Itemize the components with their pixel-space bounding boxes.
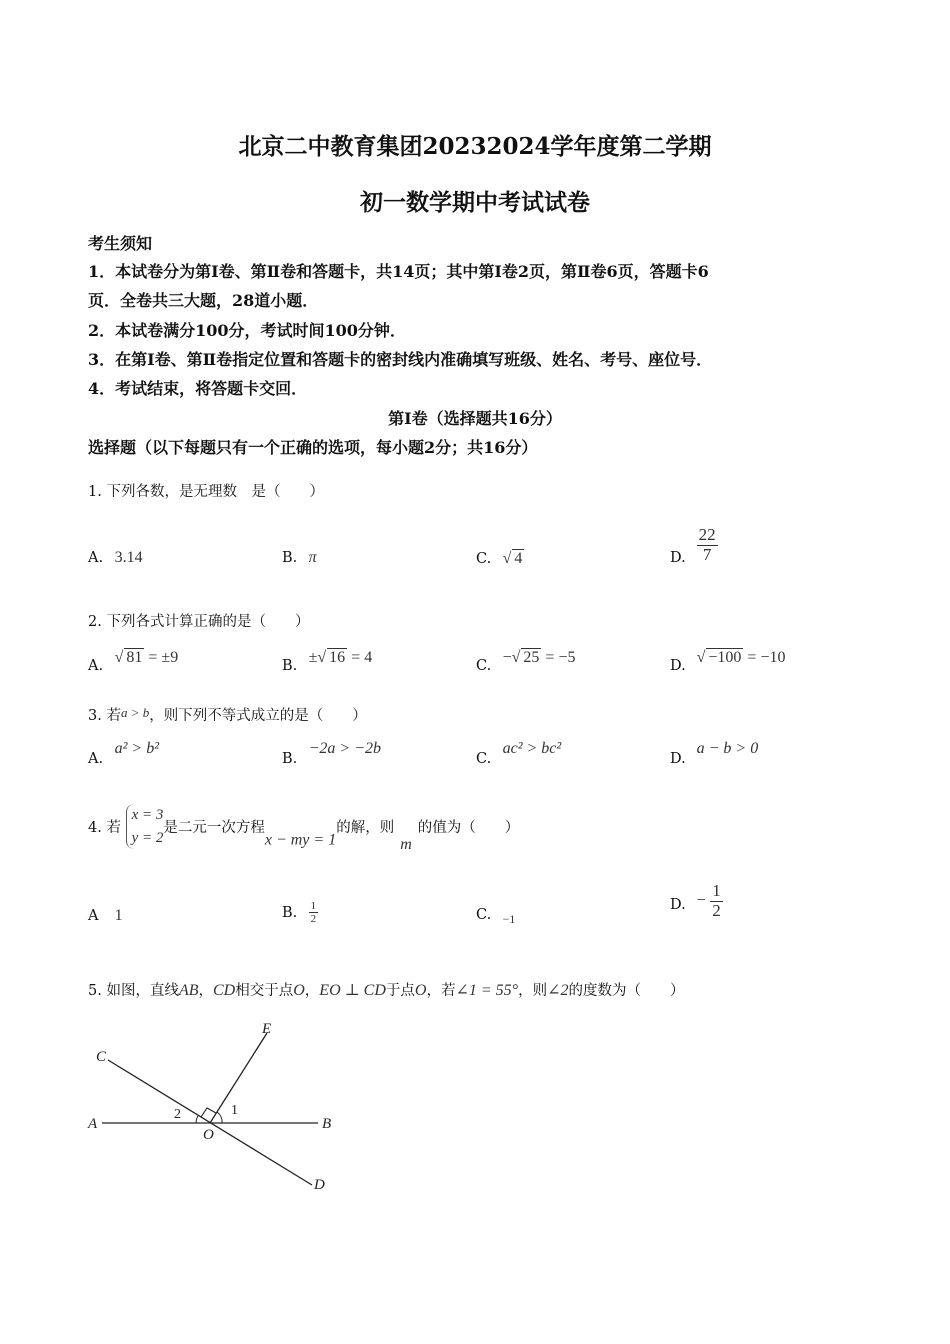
label-angle-1: 1 (231, 1103, 238, 1118)
exam-title-line1: 北京二中教育集团20232024学年度第二学期 (238, 133, 712, 160)
notice-item-4: 4．考试结束，将答题卡交回． (88, 379, 308, 398)
label-c: C (96, 1049, 107, 1065)
label-a: A (88, 1116, 98, 1132)
ray-oe (210, 1033, 267, 1123)
q3-stem: 3. 若a > b，则下列不等式成立的是（ ） (88, 705, 367, 724)
q4-stem: 4. 若 x = 3 y = 2是二元一次方程x − my = 1的解，则m的值为（ ） (88, 804, 519, 854)
q1-option-b: B. π (282, 549, 317, 566)
q2-option-c: C. −√ 25 = −5 (476, 649, 576, 674)
notice-item-1a: 1．本试卷分为第Ⅰ卷、第Ⅱ卷和答题卡，共14页；其中第Ⅰ卷2页，第Ⅱ卷6页，答题卡6 (88, 262, 709, 281)
q3-option-b: B. −2a > −2b (282, 740, 381, 767)
geometry-figure (80, 1015, 360, 1205)
equation-system: x = 3 y = 2 (126, 804, 164, 849)
q4-option-a: A 1 (88, 907, 123, 924)
q1-option-d: D. $\frac{22}{7}$ (670, 524, 716, 566)
q2-stem: 2. 下列各式计算正确的是（ ） (88, 614, 310, 630)
q5-stem: 5. 如图，直线AB，CD相交于点O，EO ⊥ CD于点O，若∠1 = 55°，则∠2的度数为（ ） (88, 982, 685, 999)
angle-1-arc (217, 1112, 222, 1123)
notice-item-1b: 页．全卷共三大题，28道小题． (88, 291, 319, 310)
angle-2-arc (196, 1116, 198, 1123)
q1-stem: 1. 下列各数，是无理数 是（ ） (88, 484, 324, 500)
q3-option-d: D. a − b > 0 (670, 740, 759, 767)
notice-heading: 考生须知 (88, 234, 153, 253)
label-o: O (203, 1127, 214, 1143)
right-angle-mark (201, 1108, 216, 1117)
q4-option-b: B. $\frac{1}{2}$ (282, 900, 317, 926)
q3-option-a: A. a² > b² (88, 740, 159, 767)
q2-option-a: A. √ 81 = ±9 (88, 649, 179, 674)
label-angle-2: 2 (174, 1107, 181, 1122)
q3-option-c: C. ac² > bc² (476, 740, 562, 767)
q1-option-c: C. √ 4 (476, 550, 523, 567)
notice-item-2: 2．本试卷满分100分，考试时间100分钟． (88, 321, 406, 340)
section-title: 第Ⅰ卷（选择题共16分） (388, 409, 562, 428)
q4-option-c: C. $_{-1}$ (476, 907, 516, 926)
label-e: E (262, 1021, 272, 1037)
label-b: B (322, 1116, 332, 1132)
exam-title-line2: 初一数学期中考试试卷 (360, 189, 590, 216)
notice-item-3: 3．在第Ⅰ卷、第Ⅱ卷指定位置和答题卡的密封线内准确填写班级、姓名、考号、座位号． (88, 350, 713, 369)
q2-option-d: D. √ −100 = −10 (670, 649, 786, 674)
section-instruction: 选择题（以下每题只有一个正确的选项，每小题2分；共16分） (88, 438, 538, 457)
q1-option-a: A. 3.14 (88, 549, 143, 566)
q2-option-b: B. ±√ 16 = 4 (282, 649, 373, 674)
q4-option-d: D. − $\frac{1}{2}$ (670, 881, 721, 920)
label-d: D (314, 1177, 325, 1193)
